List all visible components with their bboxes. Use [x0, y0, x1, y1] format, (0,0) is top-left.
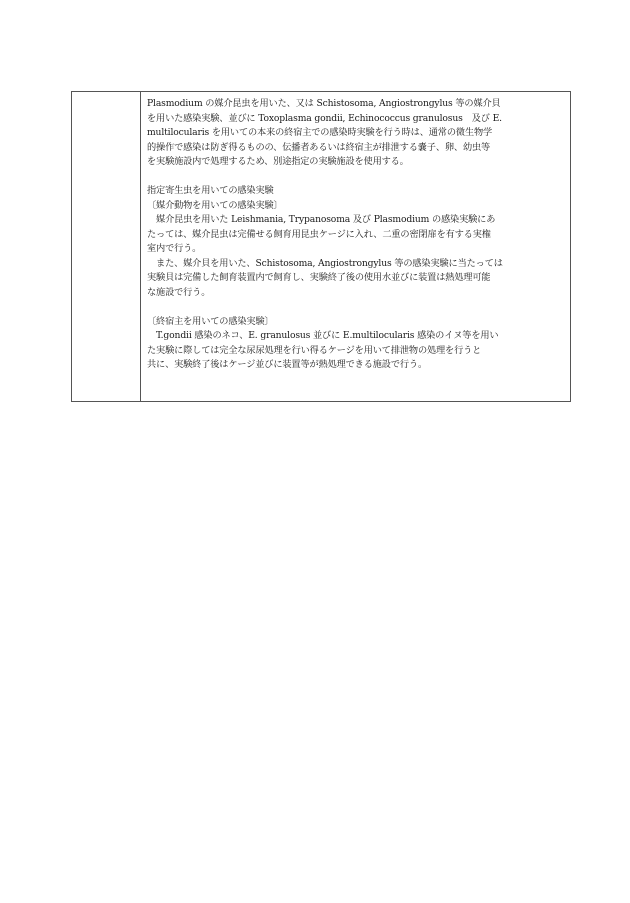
- text-line: 室内で行う。: [147, 243, 202, 254]
- text-line: を実験施設内で処理するため、別途指定の実験施設を使用する。: [147, 156, 409, 167]
- text-line: 実験貝は完備した飼育装置内で飼育し、実験終了後の使用水並びに装置は熱処理可能: [147, 272, 491, 283]
- text-line: T.gondii 感染のネコ、E. granulosus 並びに E.multilocularis 感染のイヌ等を用い: [147, 330, 499, 341]
- paragraph-spacer: [147, 300, 566, 315]
- subsection-heading-vector-animals: 〔媒介動物を用いての感染実験〕: [147, 199, 283, 211]
- text-line: な施設で行う。: [147, 286, 211, 298]
- paragraph-host-experiments: [147, 97, 566, 170]
- text-line: 媒介昆虫を用いた Leishmania, Trypanosoma 及び Plasmodium の感染実験にあ: [147, 214, 496, 225]
- paragraph-definitive-host: [147, 329, 566, 373]
- text-line: を用いた感染実験、並びに Toxoplasma gondii, Echinococcus granulosus 及び E.: [147, 112, 502, 124]
- table-left-column: [72, 92, 141, 401]
- text-line: Plasmodium の媒介昆虫を用いた、又は Schistosoma, Angiostrongylus 等の媒介貝: [147, 98, 501, 109]
- content-table: [71, 91, 571, 402]
- paragraph-vector-insects: [147, 213, 566, 257]
- text-line: たっては、媒介昆虫は完備せる飼育用昆虫ケージに入れ、二重の密閉扉を有する実権: [147, 228, 491, 240]
- paragraph-spacer: [147, 170, 566, 185]
- table-body-cell: [147, 97, 566, 373]
- text-line: また、媒介貝を用いた、Schistosoma, Angiostrongylus 等の感染実験に当たっては: [147, 257, 503, 269]
- text-line: 的操作で感染は防ぎ得るものの、伝播者あるいは終宿主が排泄する嚢子、卵、幼虫等: [147, 141, 491, 153]
- subsection-heading-definitive-host: 〔終宿主を用いての感染実験〕: [147, 315, 274, 327]
- text-line: multilocularis を用いての本来の終宿主での感染時実験を行う時は、通常の微生物学: [147, 127, 493, 138]
- section-heading-designated-parasites: 指定寄生虫を用いての感染実験: [147, 185, 274, 196]
- text-line: 共に、実験終了後はケージ並びに装置等が熱処理できる施設で行う。: [147, 359, 427, 370]
- text-line: た実験に際しては完全な尿尿処理を行い得るケージを用いて排泄物の処理を行うと: [147, 344, 482, 356]
- paragraph-vector-snails: [147, 257, 566, 301]
